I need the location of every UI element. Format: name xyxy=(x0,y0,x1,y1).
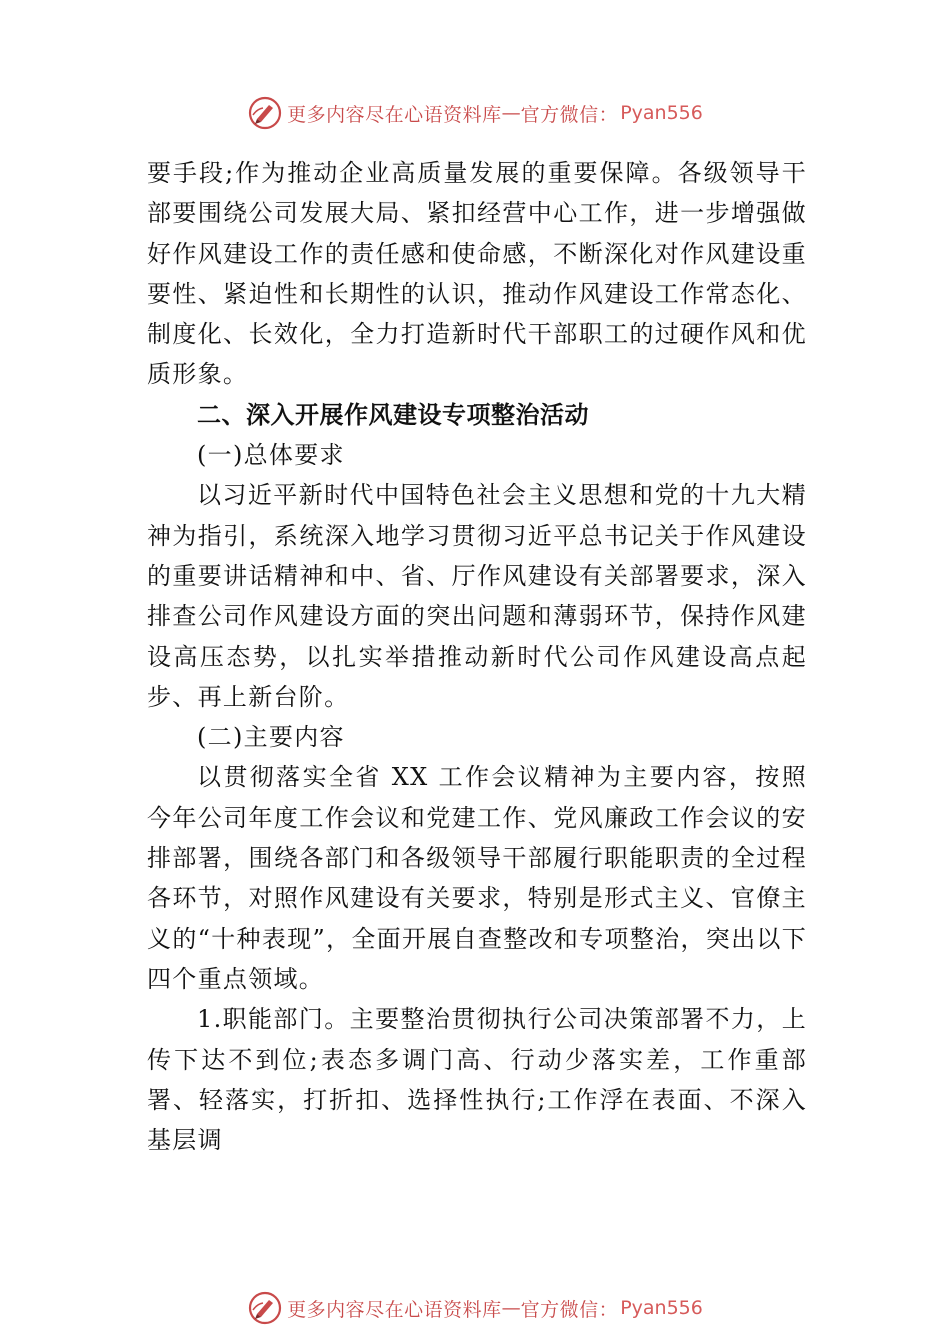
subheading-main-content: (二)主要内容 xyxy=(197,723,345,752)
paragraph-1: 要手段;作为推动企业高质量发展的重要保障。各级领导干部要围绕公司发展大局、紧扣经营中心工作，进一步增强做好作风建设工作的责任感和使命感，不断深化对作风建设重要性、紧迫性和长期性的认识，推动作风建设工作常态化、制度化、长效化，全力打造新时代干部职工的过硬作风和优质形象。 xyxy=(147,159,807,389)
watermark-footer xyxy=(0,1288,950,1328)
paragraph-2: 以习近平新时代中国特色社会主义思想和党的十九大精神为指引，系统深入地学习贯彻习近平总书记关于作风建设的重要讲话精神和中、省、厅作风建设有关部署要求，深入排查公司作风建设方面的突出问题和薄弱环节，保持作风建设高压态势，以扎实举措推动新时代公司作风建设高点起步、再上新台阶。 xyxy=(147,481,807,711)
watermark-text: 更多内容尽在心语资料库 xyxy=(287,103,502,126)
watermark-separator: — xyxy=(501,102,521,124)
watermark-channel: 官方微信： xyxy=(520,103,619,126)
watermark-id: Pyan556 xyxy=(620,1297,703,1319)
logo-icon xyxy=(247,95,283,131)
watermark-id: Pyan556 xyxy=(620,102,703,124)
paragraph-4: 1.职能部门。主要整治贯彻执行公司决策部署不力，上传下达不到位;表态多调门高、行动少落实差，工作重部署、轻落实，打折扣、选择性执行;工作浮在表面、不深入基层调 xyxy=(147,1005,807,1155)
watermark-channel: 官方微信： xyxy=(520,1298,619,1321)
watermark-header xyxy=(0,93,950,133)
watermark-separator: — xyxy=(501,1297,521,1319)
paragraph-3: 以贯彻落实全省 XX 工作会议精神为主要内容，按照今年公司年度工作会议和党建工作、党风廉政工作会议的安排部署，围绕各部门和各级领导干部履行职能职责的全过程各环节，对照作风建设有关要求，特别是形式主义、官僚主义的“十种表现”，全面开展自查整改和专项整治，突出以下四个重点领域。 xyxy=(147,763,807,993)
document-body xyxy=(147,153,807,1160)
logo-icon xyxy=(247,1290,283,1326)
section-heading-2: 二、深入开展作风建设专项整治活动 xyxy=(197,400,589,429)
watermark-text: 更多内容尽在心语资料库 xyxy=(287,1298,502,1321)
subheading-overall-requirements: (一)总体要求 xyxy=(197,441,345,470)
